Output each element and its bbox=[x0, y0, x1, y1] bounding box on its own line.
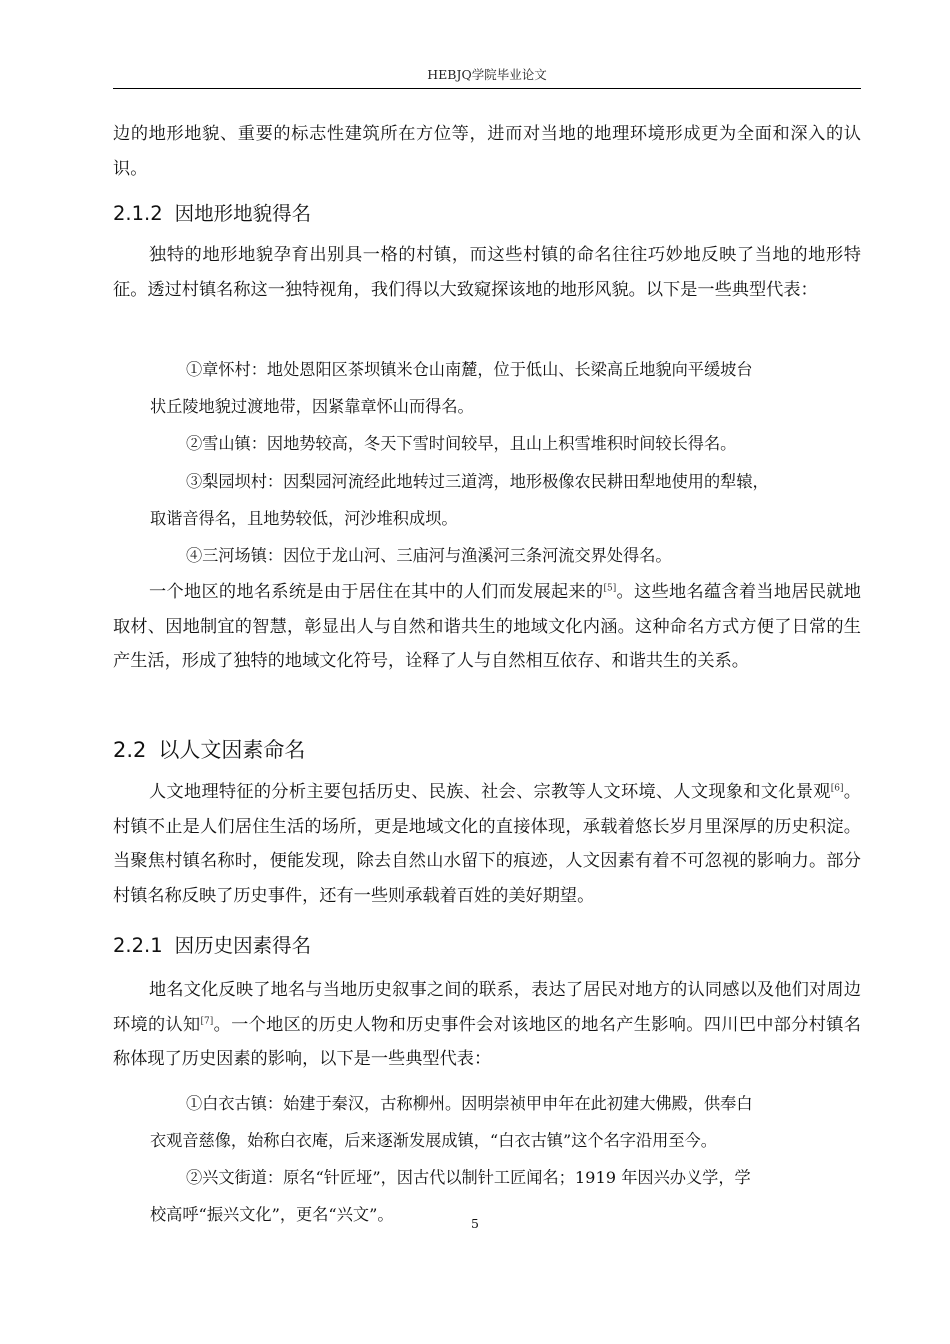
paragraph-text: 一个地区的地名系统是由于居住在其中的人们而发展起来的 bbox=[149, 582, 604, 602]
list-item-line: 取谐音得名，且地势较低，河沙堆积成坝。 bbox=[150, 509, 458, 528]
list-item-line: ③梨园坝村：因梨园河流经此地转过三道湾，地形极像农民耕田犁地使用的犁辕， bbox=[186, 472, 769, 491]
list-item-line: ④三河场镇：因位于龙山河、三庙河与渔溪河三条河流交界处得名。 bbox=[186, 546, 672, 565]
paragraph-humanities bbox=[113, 775, 861, 913]
citation-6: [6] bbox=[830, 783, 844, 794]
list-item-line: ①章怀村：地处恩阳区茶坝镇米仓山南麓，位于低山、长梁高丘地貌向平缓坡台 bbox=[186, 360, 753, 379]
list-item-baiyi bbox=[150, 1085, 860, 1159]
heading-2-2-1 bbox=[113, 931, 311, 961]
list-item-line: 状丘陵地貌过渡地带，因紧靠章怀山而得名。 bbox=[150, 397, 474, 416]
citation-5: [5] bbox=[603, 583, 617, 594]
paragraph-text: 。这些地名蕴含着当地居民就地取材、因地制宜的智慧，彰显出人与自然和谐共生的地域文化内涵。这种命名方式方便了日常的生产生活，形成了独特的地域文化符号，诠释了人与自然相互依存、和谐共生的关系。 bbox=[113, 582, 861, 671]
heading-text: 因地形地貌得名 bbox=[174, 202, 312, 225]
heading-number: 2.1.2 bbox=[113, 202, 163, 225]
heading-text: 以人文因素命名 bbox=[158, 738, 306, 762]
paragraph-text: 。一个地区的历史人物和历史事件会对该地区的地名产生影响。四川巴中部分村镇名称体现了历史因素的影响，以下是一些典型代表： bbox=[113, 1014, 861, 1069]
list-item-xueshan bbox=[150, 425, 860, 462]
citation-7: [7] bbox=[200, 1015, 214, 1026]
heading-2-1-2 bbox=[113, 199, 311, 229]
header-title: HEBJQ学院毕业论文 bbox=[427, 67, 547, 82]
paragraph-text: 地名文化反映了地名与当地历史叙事之间的联系，表达了居民对地方的认同感以及他们对周边环境的认知 bbox=[113, 980, 861, 1035]
paragraph-text: 。村镇不止是人们居住生活的场所，更是地域文化的直接体现，承载着悠长岁月里深厚的历史积淀。当聚焦村镇名称时，便能发现，除去自然山水留下的痕迹，人文因素有着不可忽视的影响力。部分村镇名称反映了历史事件，还有一些则承载着百姓的美好期望。 bbox=[113, 782, 861, 906]
page-number: 5 bbox=[471, 1216, 479, 1231]
list-item-zhanghuai bbox=[150, 351, 860, 425]
list-item-sanhechang bbox=[150, 537, 860, 574]
page-header bbox=[113, 66, 861, 89]
heading-number: 2.2 bbox=[113, 738, 147, 762]
paragraph-terrain: 独特的地形地貌孕育出别具一格的村镇，而这些村镇的命名往往巧妙地反映了当地的地形特征。透过村镇名称这一独特视角，我们得以大致窥探该地的地形风貌。以下是一些典型代表： bbox=[113, 245, 861, 300]
list-item-line: ①白衣古镇：始建于秦汉，古称柳州。因明崇祯甲申年在此初建大佛殿，供奉白 bbox=[186, 1094, 753, 1113]
heading-number: 2.2.1 bbox=[113, 934, 163, 957]
heading-text: 因历史因素得名 bbox=[174, 934, 312, 957]
paragraph-intro: 边的地形地貌、重要的标志性建筑所在方位等，进而对当地的地理环境形成更为全面和深入的认识。 bbox=[113, 124, 861, 179]
paragraph-history bbox=[113, 973, 861, 1077]
paragraph-text: 人文地理特征的分析主要包括历史、民族、社会、宗教等人文环境、人文现象和文化景观 bbox=[149, 782, 831, 802]
list-item-line: 衣观音慈像，始称白衣庵，后来逐渐发展成镇，“白衣古镇”这个名字沿用至今。 bbox=[150, 1131, 717, 1150]
list-item-liyuanba bbox=[150, 463, 860, 537]
list-item-line: ②兴文街道：原名“针匠垭”，因古代以制针工匠闻名；1919 年因兴办义学，学 bbox=[186, 1168, 751, 1187]
heading-2-2 bbox=[113, 734, 305, 766]
list-item-line: 校高呼“振兴文化”，更名“兴文”。 bbox=[150, 1205, 394, 1224]
list-item-line: ②雪山镇：因地势较高，冬天下雪时间较早，且山上积雪堆积时间较长得名。 bbox=[186, 434, 737, 453]
paragraph-naming-system bbox=[113, 575, 861, 679]
